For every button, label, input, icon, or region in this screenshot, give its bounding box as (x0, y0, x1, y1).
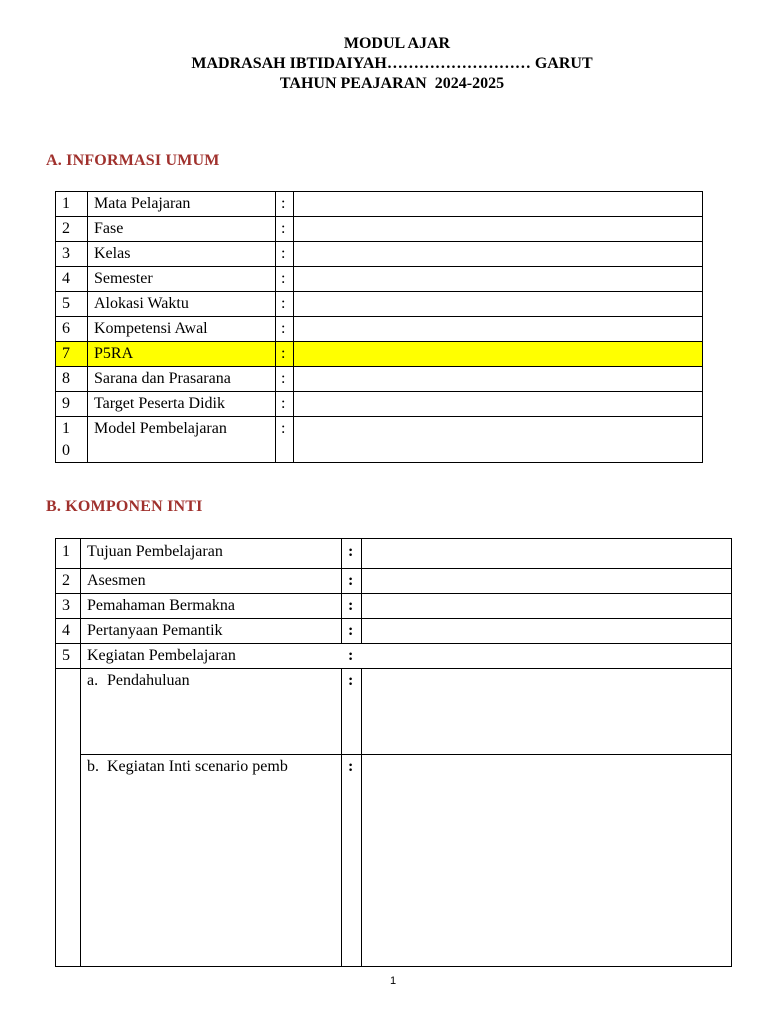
row-value[interactable] (294, 417, 703, 463)
row-colon: : (342, 594, 362, 619)
sub-row-text: Kegiatan Inti scenario pemb (107, 758, 288, 775)
section-b-title: B. KOMPONEN INTI (46, 498, 203, 515)
row-number: 5 (56, 644, 81, 669)
table-row-highlighted (56, 342, 703, 367)
row-number: 1 (56, 539, 81, 569)
row-label: Model Pembelajaran (88, 417, 276, 463)
section-a-title: A. INFORMASI UMUM (46, 152, 220, 169)
table-row (56, 367, 703, 392)
table-row (56, 417, 703, 463)
table-row (56, 569, 732, 594)
sub-row-letter: b. (87, 758, 99, 775)
row-number: 2 (56, 569, 81, 594)
sub-row (56, 669, 732, 755)
table-row (56, 292, 703, 317)
row-colon: : (342, 669, 362, 755)
row-number: 2 (56, 217, 88, 242)
row-colon: : (276, 292, 294, 317)
row-label: Kelas (88, 242, 276, 267)
row-label: Asesmen (81, 569, 342, 594)
doc-title: MODUL AJAR (343, 35, 451, 52)
row-label-spanning (81, 644, 732, 669)
row-number-empty (56, 669, 81, 967)
row-label: Semester (88, 267, 276, 292)
row-number: 1 (56, 192, 88, 217)
row-label: Tujuan Pembelajaran (81, 539, 342, 569)
row-colon: : (276, 267, 294, 292)
row-value[interactable] (294, 217, 703, 242)
row-label: Pertanyaan Pemantik (81, 619, 342, 644)
row-label: P5RA (88, 342, 276, 367)
row-number: 9 (56, 392, 88, 417)
row-value[interactable] (362, 569, 732, 594)
row-label: Fase (88, 217, 276, 242)
row-label: Mata Pelajaran (88, 192, 276, 217)
row-value[interactable] (294, 292, 703, 317)
page-number: 1 (389, 975, 397, 987)
row-colon: : (276, 417, 294, 463)
table-row (56, 644, 732, 669)
row-number: 3 (56, 242, 88, 267)
row-number: 7 (56, 342, 88, 367)
row-value[interactable] (294, 392, 703, 417)
doc-year-line: TAHUN PEAJARAN 2024-2025 (279, 75, 505, 92)
row-colon: : (342, 539, 362, 569)
sub-row-text: Pendahuluan (107, 672, 190, 689)
row-value[interactable] (294, 342, 703, 367)
sub-row (56, 755, 732, 967)
table-row (56, 192, 703, 217)
row-value[interactable] (294, 267, 703, 292)
row-colon: : (276, 242, 294, 267)
doc-school-line: MADRASAH IBTIDAIYAH……………………… GARUT (191, 55, 593, 72)
sub-row-label (81, 669, 342, 755)
row-colon: : (342, 619, 362, 644)
row-value[interactable] (362, 669, 732, 755)
komponen-inti-table (55, 538, 732, 967)
row-colon: : (348, 647, 354, 664)
table-row (56, 217, 703, 242)
row-number: 8 (56, 367, 88, 392)
table-row (56, 619, 732, 644)
row-value[interactable] (294, 317, 703, 342)
row-number: 4 (56, 619, 81, 644)
row-label: Sarana dan Prasarana (88, 367, 276, 392)
row-colon: : (276, 342, 294, 367)
sub-row-label (81, 755, 342, 967)
row-label: Target Peserta Didik (88, 392, 276, 417)
row-label: Kompetensi Awal (88, 317, 276, 342)
row-value[interactable] (294, 192, 703, 217)
row-number-text: 10 (62, 420, 70, 459)
row-value[interactable] (294, 367, 703, 392)
table-row (56, 242, 703, 267)
row-colon: : (276, 367, 294, 392)
row-value[interactable] (362, 539, 732, 569)
row-number: 6 (56, 317, 88, 342)
row-number: 4 (56, 267, 88, 292)
row-number (56, 417, 88, 463)
table-row (56, 594, 732, 619)
row-colon: : (276, 192, 294, 217)
table-row (56, 539, 732, 569)
table-row (56, 317, 703, 342)
row-number: 3 (56, 594, 81, 619)
row-label: Alokasi Waktu (88, 292, 276, 317)
row-value[interactable] (362, 755, 732, 967)
row-colon: : (342, 569, 362, 594)
row-label: Pemahaman Bermakna (81, 594, 342, 619)
sub-row-letter: a. (87, 672, 99, 689)
document-header (0, 34, 768, 94)
row-number: 5 (56, 292, 88, 317)
row-colon: : (276, 317, 294, 342)
table-row (56, 392, 703, 417)
informasi-umum-table (55, 191, 703, 463)
row-value[interactable] (294, 242, 703, 267)
row-colon: : (276, 217, 294, 242)
row-label: Kegiatan Pembelajaran (87, 647, 236, 664)
row-colon: : (276, 392, 294, 417)
row-value[interactable] (362, 594, 732, 619)
row-value[interactable] (362, 619, 732, 644)
row-colon: : (342, 755, 362, 967)
table-row (56, 267, 703, 292)
